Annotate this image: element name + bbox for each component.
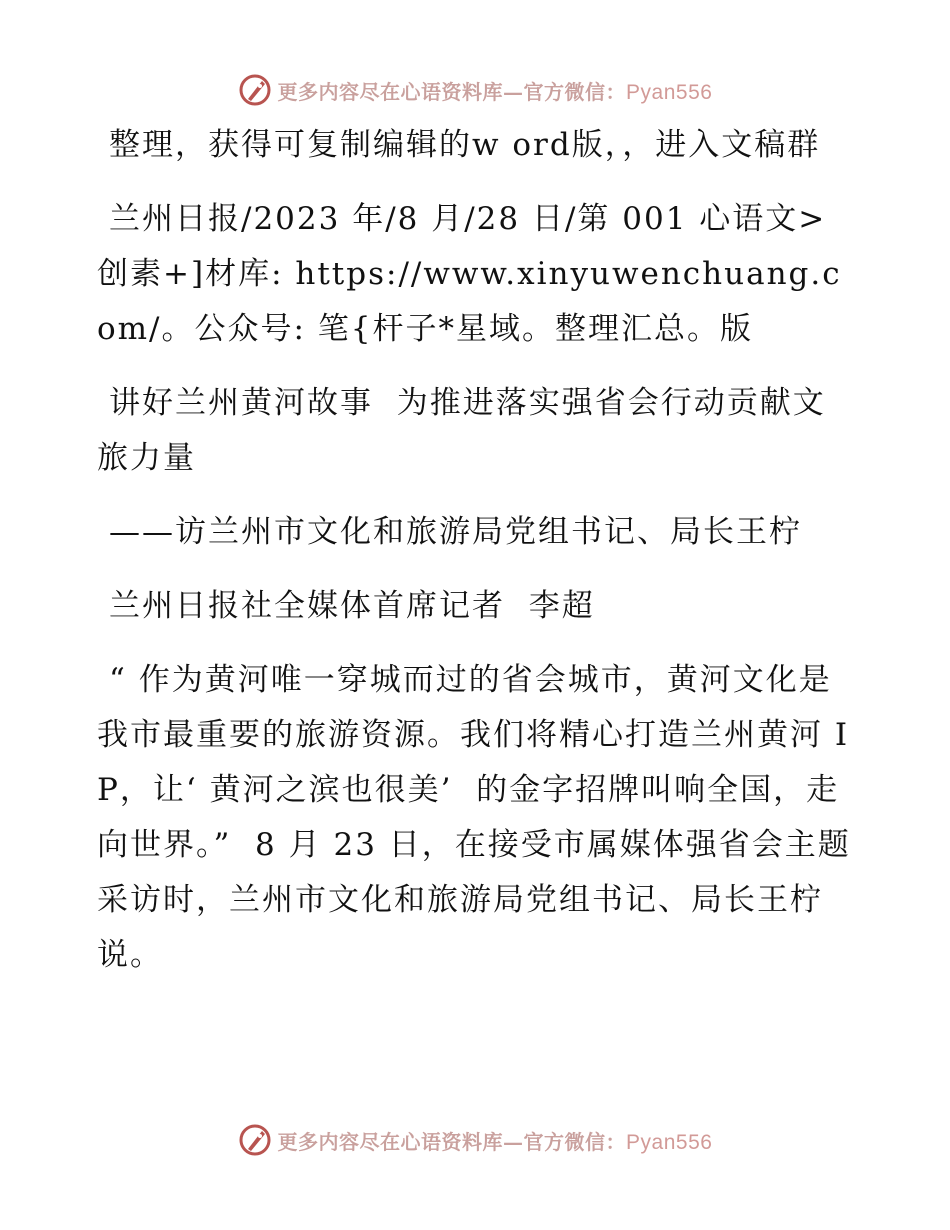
article-headline: 讲好兰州黄河故事 为推进落实强省会行动贡献文旅力量 (97, 385, 826, 476)
wechat-id: Pyan556 (626, 1130, 713, 1154)
article-subheadline: ——访兰州市文化和旅游局党组书记、局长王柠 (109, 514, 802, 550)
pen-nib-logo-icon (238, 73, 272, 107)
paragraph-intro: 整理，获得可复制编辑的w ord版，，进入文稿群 (109, 127, 821, 163)
footer-watermark-banner (0, 1120, 950, 1160)
pen-nib-logo-icon (238, 1123, 272, 1157)
header-watermark-banner (0, 70, 950, 110)
paragraph-source-line: 兰州日报/2023 年/8 月/28 日/第 001 心语文>创素+]材库: https://www.xinyuwenchuang.com/。公众号: 笔{杆子*星域。整理汇总。版 (97, 201, 842, 347)
paragraph-body: “ 作为黄河唯一穿城而过的省会城市，黄河文化是我市最重要的旅游资源。我们将精心打造兰州黄河 IP，让‘ 黄河之滨也很美’ 的金字招牌叫响全国，走向世界。” 8 月 23 日，在接受市属媒体强省会主题采访时，兰州市文化和旅游局党组书记、局长王柠说。 (97, 662, 851, 973)
watermark-text: 更多内容尽在心语资料库—官方微信：Pyan556 (277, 79, 713, 104)
wechat-id: Pyan556 (626, 80, 713, 104)
watermark-text: 更多内容尽在心语资料库—官方微信：Pyan556 (277, 1129, 713, 1154)
article-byline: 兰州日报社全媒体首席记者 李超 (109, 588, 595, 624)
document-body (97, 118, 852, 1002)
